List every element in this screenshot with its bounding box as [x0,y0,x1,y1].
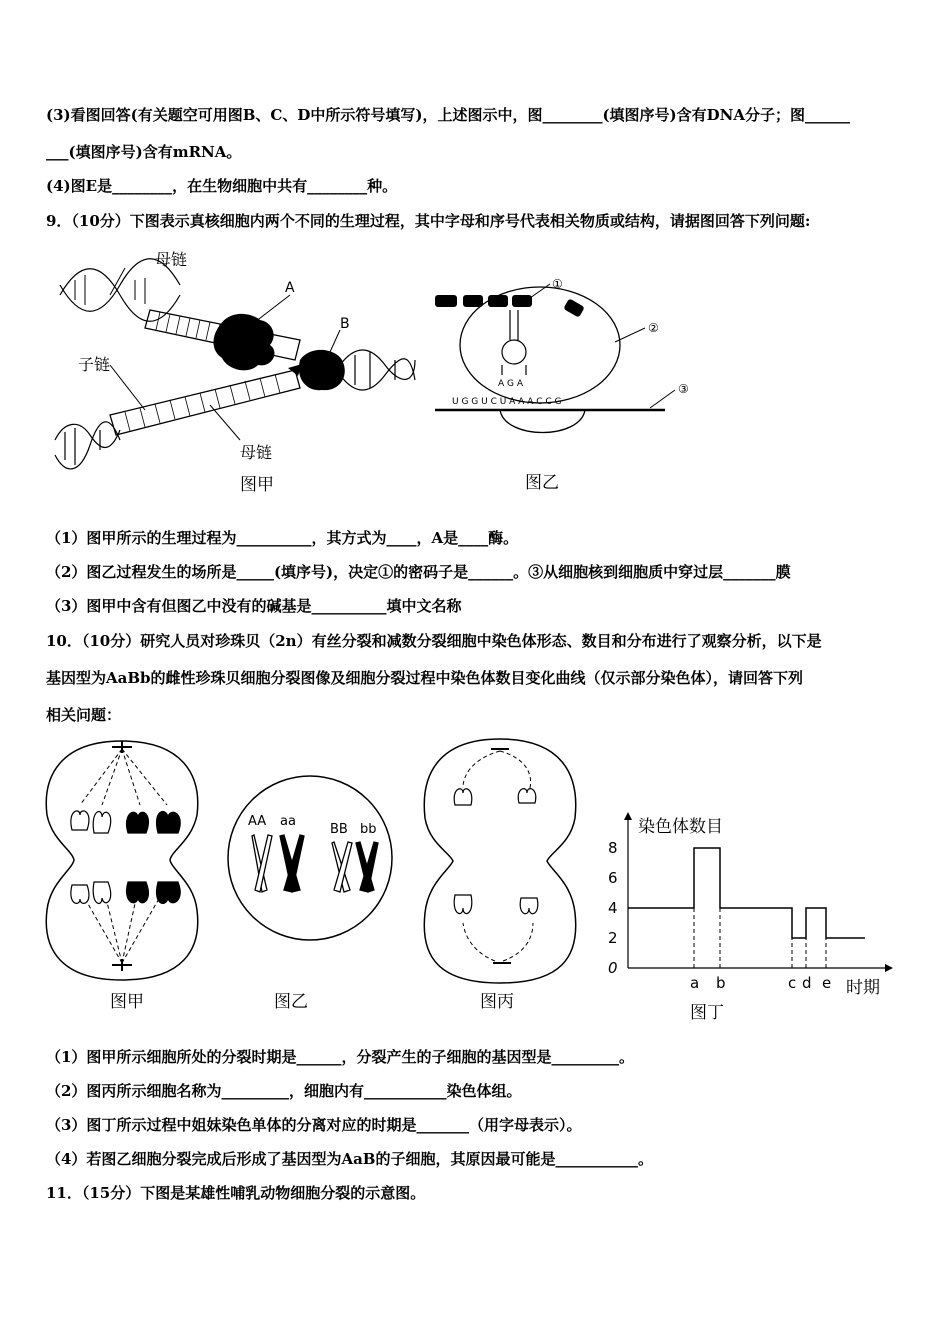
marker-2: ② [648,321,659,335]
y-tick-label: 8 [608,839,618,857]
q10-sub1: （1）图甲所示细胞所处的分裂时期是______，分裂产生的子细胞的基因型是_________。 [46,1048,634,1066]
label-mother-bottom: 母链 [240,443,273,462]
chromosome-count-line [628,848,865,938]
y-tick-label: 6 [608,869,618,887]
label-AA: AA [248,814,267,829]
cell-outline [424,739,575,983]
q9-sub2: （2）图乙过程发生的场所是_____(填序号)，决定①的密码子是______。③从细胞核到细胞质中穿过层_______膜 [46,563,791,581]
q10-sub4: （4）若图乙细胞分裂完成后形成了基因型为AaB的子细胞，其原因最可能是___________。 [46,1150,653,1168]
q8-sub4: (4)图E是________，在生物细胞中共有________种。 [46,177,398,195]
dna-helix-lower [55,422,120,469]
label-a: A [285,280,295,296]
marker-1: ① [552,277,563,291]
marker-3: ③ [678,382,689,396]
caption-yi: 图乙 [525,473,559,493]
anticodon: A G A [498,379,524,389]
chromosomes-upper [71,811,180,833]
x-tick-label: e [822,974,832,992]
q9-figure-yi [430,270,710,500]
y-tick-label: 0 [608,959,618,977]
q9-sub1: （1）图甲所示的生理过程为__________，其方式为____，A是____酶。 [46,529,519,547]
q11-stem: 11．（15分）下图是某雄性哺乳动物细胞分裂的示意图。 [46,1184,426,1202]
caption-ding: 图丁 [690,1003,724,1023]
q8-sub3-line1: (3)看图回答(有关题空可用图B、C、D中所示符号填写)，上述图示中，图________(填图序号)含有DNA分子；图______ [46,106,851,124]
caption-jia: 图甲 [110,992,144,1012]
q10-stem-line2: 基因型为AaBb的雌性珍珠贝细胞分裂图像及细胞分裂过程中染色体数目变化曲线（仅示部分染色体），请回答下列 [46,669,804,687]
chromosomes [454,789,538,914]
ribosome [460,287,620,403]
chromosome-pairs [252,835,378,892]
q10-figure-bing [415,733,585,1020]
cell-outline [46,741,197,980]
q9-figure-jia [50,240,430,500]
enzyme-a [214,314,275,371]
mrna-sequence: U G G U C U A A A C C G [452,397,562,407]
y-tick-label: 4 [608,899,618,917]
q10-figure-ding-chart [600,808,900,1023]
label-aa: aa [280,814,296,829]
dna-helix-right [340,350,415,390]
x-tick-label: a [690,974,700,992]
label-child: 子链 [78,355,111,374]
q10-sub3: （3）图丁所示过程中姐妹染色单体的分离对应的时期是_______（用字母表示）。 [46,1116,582,1134]
caption-jia: 图甲 [240,475,274,495]
q10-sub2: （2）图丙所示细胞名称为_________，细胞内有___________染色体组。 [46,1082,522,1100]
caption-yi: 图乙 [274,992,308,1012]
q10-stem-line3: 相关问题： [46,706,122,724]
label-b: B [340,316,350,332]
x-tick-label: b [716,974,726,992]
x-tick-label: d [802,974,812,992]
trna [502,310,526,375]
label-mother-top: 母链 [155,250,188,269]
x-axis-label: 时期 [846,978,880,998]
q10-figure-yi [222,770,407,1020]
chromosomes-lower [71,882,180,903]
label-bb: bb [360,822,377,837]
x-tick-label: c [788,974,797,992]
q9-sub3: （3）图甲中含有但图乙中没有的碱基是__________填中文名称 [46,597,462,615]
q10-figure-jia [42,735,202,1020]
q8-sub3-line2: ___(填图序号)含有mRNA。 [46,143,242,161]
q10-stem-line1: 10．（10分）研究人员对珍珠贝（2n）有丝分裂和减数分裂细胞中染色体形态、数目和分布进行了观察分析，以下是 [46,632,822,650]
enzyme-b [299,350,345,390]
label-BB: BB [330,822,348,837]
cell-outline [228,776,392,940]
caption-bing: 图丙 [480,992,514,1012]
q9-stem: 9．（10分）下图表示真核细胞内两个不同的生理过程，其中字母和序号代表相关物质或结构，请据图回答下列问题: [46,212,811,230]
y-tick-label: 2 [608,929,618,947]
y-axis-label: 染色体数目 [638,817,723,837]
child-strand-lower [110,370,300,435]
